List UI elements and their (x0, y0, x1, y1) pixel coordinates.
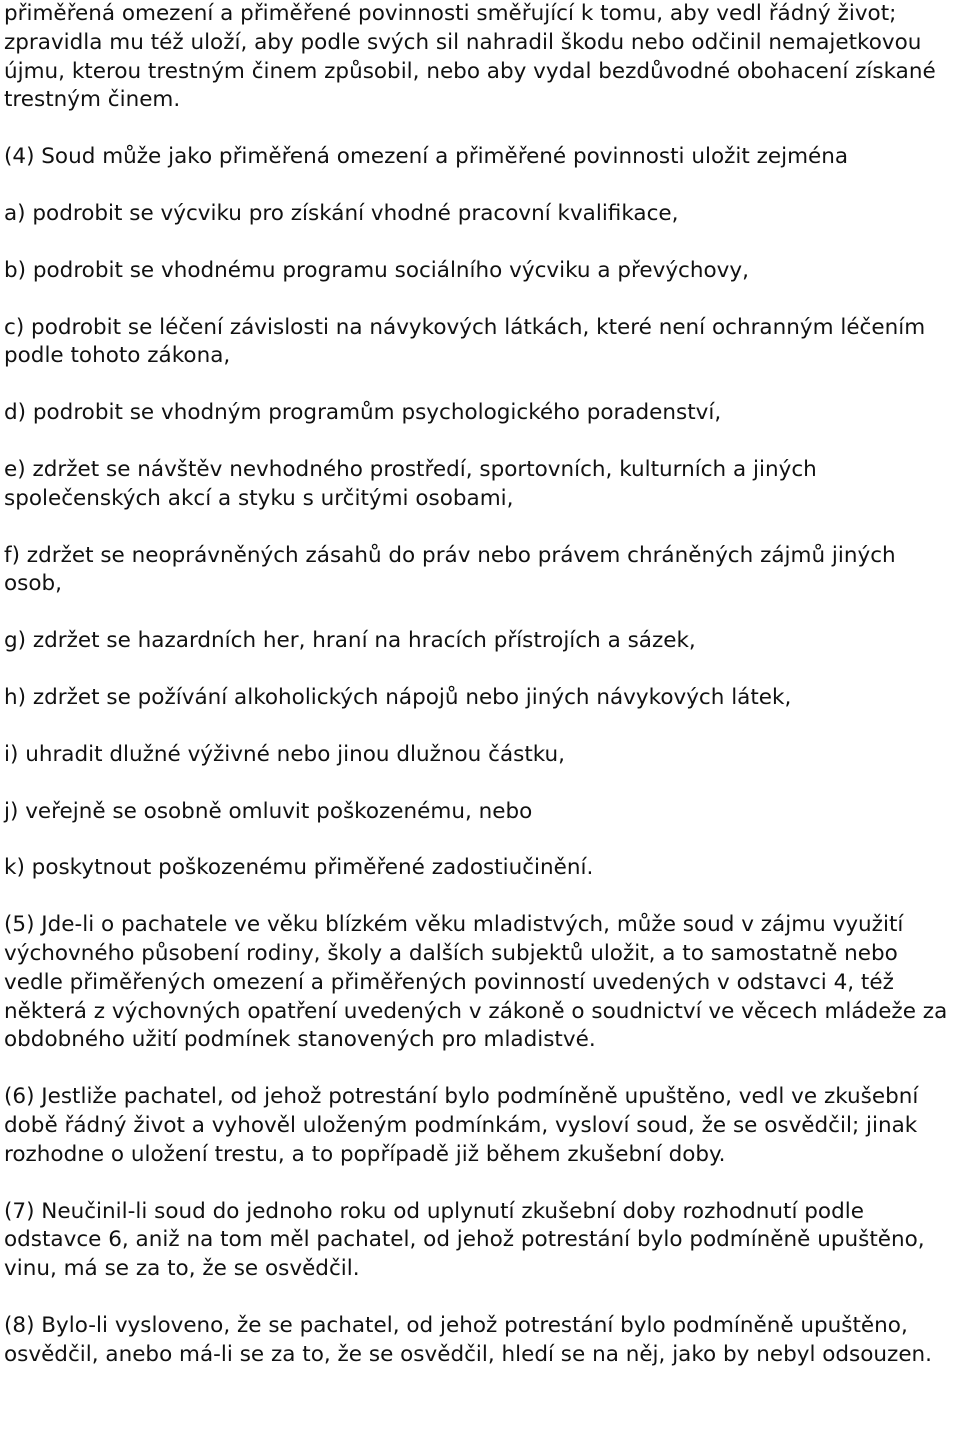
paragraph-7: (7) Neučinil-li soud do jednoho roku od uplynutí zkušební doby rozhodnutí podle odstavce 6, aniž na tom měl pachatel, od jehož potrestání bylo podmíněně upuštěno, vinu, má se za to, že se osvědčil. (4, 1198, 925, 1282)
paragraph-6: (6) Jestliže pachatel, od jehož potrestání bylo podmíněně upuštěno, vedl ve zkušební době řádný život a vyhověl uloženým podmínkám, vysloví soud, že se osvědčil; jinak rozhodne o uložení trestu, a to popřípadě již během zkušební doby. (4, 1084, 919, 1167)
list-item-g: g) zdržet se hazardních her, hraní na hracích přístrojích a sázek, (4, 628, 696, 654)
paragraph-4-intro: (4) Soud může jako přiměřená omezení a přiměřené povinnosti uložit zejména (4, 144, 849, 170)
list-item-f: f) zdržet se neoprávněných zásahů do práv nebo právem chráněných zájmů jiných osob, (4, 542, 896, 597)
list-item-k: k) poskytnout poškozenému přiměřené zadostiučinění. (4, 855, 594, 881)
list-item-b: b) podrobit se vhodnému programu sociálního výcviku a převýchovy, (4, 257, 749, 283)
list-item-e: e) zdržet se návštěv nevhodného prostředí, sportovních, kulturních a jiných společenských akcí a styku s určitými osobami, (4, 456, 817, 511)
list-item-c: c) podrobit se léčení závislosti na návykových látkách, které není ochranným léčením podle tohoto zákona, (4, 314, 926, 369)
list-item-i: i) uhradit dlužné výživné nebo jinou dlužnou částku, (4, 741, 566, 767)
list-item-h: h) zdržet se požívání alkoholických nápojů nebo jiných návykových látek, (4, 684, 792, 710)
list-item-j: j) veřejně se osobně omluvit poškozenému, nebo (4, 798, 533, 824)
paragraph-8: (8) Bylo-li vysloveno, že se pachatel, od jehož potrestání bylo podmíněně upuštěno, osvědčil, anebo má-li se za to, že se osvědčil, hledí se na něj, jako by nebyl odsouzen. (4, 1312, 933, 1367)
list-item-a: a) podrobit se výcviku pro získání vhodné pracovní kvalifikace, (4, 200, 679, 226)
paragraph-continuation: přiměřená omezení a přiměřené povinnosti směřující k tomu, aby vedl řádný život; zpravidla mu též uloží, aby podle svých sil nahradil škodu nebo odčinil nemajetkovou újmu, kterou trestným činem způsobil, nebo aby vydal bezdůvodné obohacení získané trestným činem. (4, 1, 936, 113)
list-item-d: d) podrobit se vhodným programům psychologického poradenství, (4, 400, 722, 426)
paragraph-5: (5) Jde-li o pachatele ve věku blízkém věku mladistvých, může soud v zájmu využití výchovného působení rodiny, školy a dalších subjektů uložit, a to samostatně nebo vedle přiměřených omezení a přiměřených povinností uvedených v odstavci 4, též některá z výchovných opatření uvedených v zákoně o soudnictví ve věcech mládeže za obdobného užití podmínek stanovených pro mladistvé. (4, 912, 948, 1053)
document-page (4, 0, 956, 1370)
